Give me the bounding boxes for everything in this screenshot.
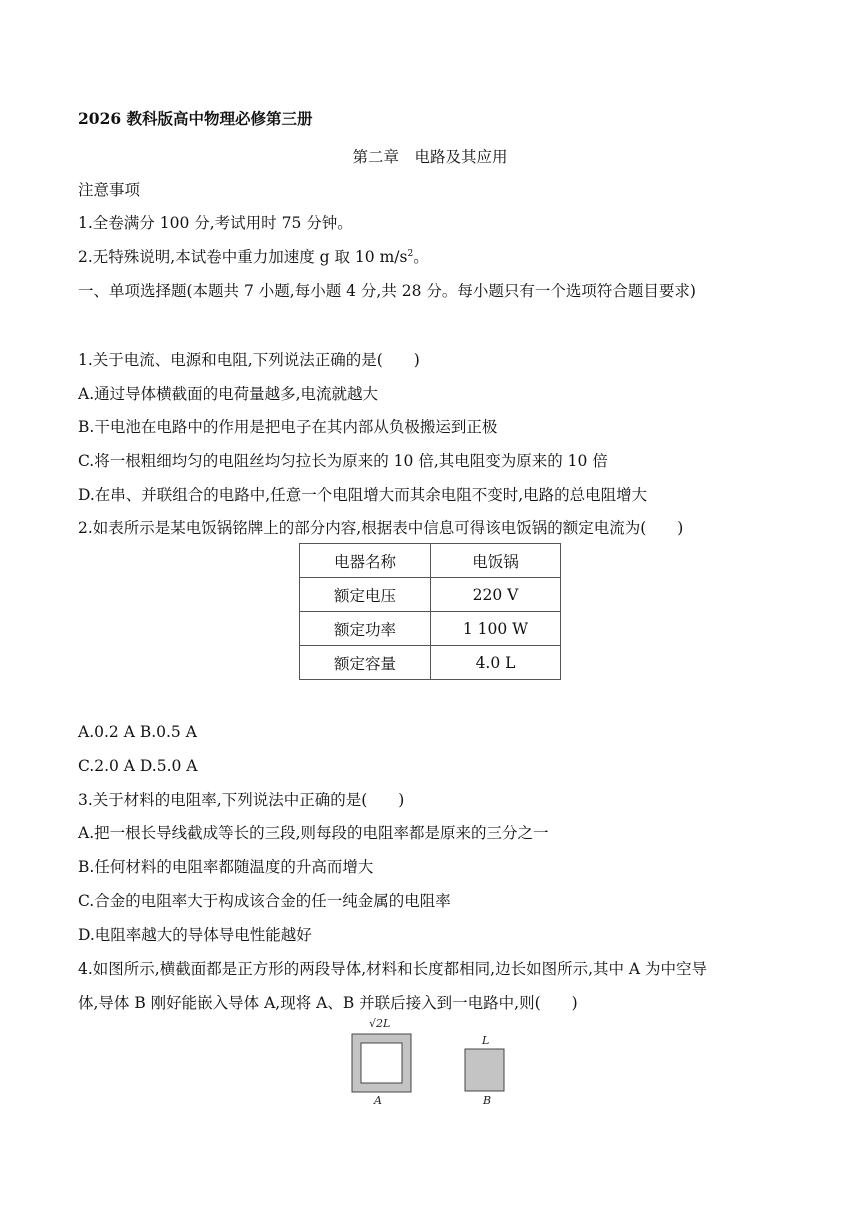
q3-option-d: D.电阻率越大的导体导电性能越好 <box>78 926 312 944</box>
conductor-b-side-label: L <box>482 1034 490 1047</box>
q2-options-row-1: A.0.2 A B.0.5 A <box>78 723 197 741</box>
q1-option-b: B.干电池在电路中的作用是把电子在其内部从负极搬运到正极 <box>78 418 498 436</box>
conductor-b <box>465 1049 504 1091</box>
conductor-a-label: A <box>374 1094 382 1107</box>
q3-option-a: A.把一根长导线截成等长的三段,则每段的电阻率都是原来的三分之一 <box>78 824 549 842</box>
q1-option-a: A.通过导体横截面的电荷量越多,电流就越大 <box>78 385 379 403</box>
q4-stem-line-1: 4.如图所示,横截面都是正方形的两段导体,材料和长度都相同,边长如图所示,其中 A 为中空导 <box>78 960 708 978</box>
q2-options-row-2: C.2.0 A D.5.0 A <box>78 757 198 775</box>
q3-option-b: B.任何材料的电阻率都随温度的升高而增大 <box>78 858 374 876</box>
q2-stem: 2.如表所示是某电饭锅铭牌上的部分内容,根据表中信息可得该电饭锅的额定电流为( ) <box>78 519 684 537</box>
table-cell: 220 V <box>431 578 561 612</box>
notes-item-1: 1.全卷满分 100 分,考试用时 75 分钟。 <box>78 214 353 232</box>
table-cell: 4.0 L <box>431 646 561 680</box>
table-cell: 额定电压 <box>300 578 431 612</box>
table-row <box>300 612 561 646</box>
nameplate-table <box>299 543 561 680</box>
q1-option-c: C.将一根粗细均匀的电阻丝均匀拉长为原来的 10 倍,其电阻变为原来的 10 倍 <box>78 452 608 470</box>
q1-option-d: D.在串、并联组合的电路中,任意一个电阻增大而其余电阻不变时,电路的总电阻增大 <box>78 486 648 504</box>
conductor-a-side-label: √2L <box>369 1017 391 1030</box>
table-row <box>300 544 561 578</box>
document-title: 2026 教科版高中物理必修第三册 <box>78 109 313 128</box>
table-row <box>300 646 561 680</box>
conductor-a-hollow <box>361 1043 402 1083</box>
q3-option-c: C.合金的电阻率大于构成该合金的任一纯金属的电阻率 <box>78 892 451 910</box>
q3-stem: 3.关于材料的电阻率,下列说法中正确的是( ) <box>78 791 405 809</box>
notes-heading: 注意事项 <box>78 181 141 199</box>
section-heading: 一、单项选择题(本题共 7 小题,每小题 4 分,共 28 分。每小题只有一个选项符合题目要求) <box>78 282 696 300</box>
q1-stem: 1.关于电流、电源和电阻,下列说法正确的是( ) <box>78 351 420 369</box>
table-cell: 1 100 W <box>431 612 561 646</box>
table-cell: 额定功率 <box>300 612 431 646</box>
conductor-b-label: B <box>483 1094 492 1107</box>
table-row <box>300 578 561 612</box>
table-cell: 电饭锅 <box>431 544 561 578</box>
table-cell: 额定容量 <box>300 646 431 680</box>
q4-stem-line-2: 体,导体 B 刚好能嵌入导体 A,现将 A、B 并联后接入到一电路中,则( ) <box>78 994 578 1012</box>
chapter-title: 第二章 电路及其应用 <box>352 148 508 166</box>
notes-item-2: 2.无特殊说明,本试卷中重力加速度 g 取 10 $m/s^2$。 <box>78 248 429 266</box>
table-cell: 电器名称 <box>300 544 431 578</box>
